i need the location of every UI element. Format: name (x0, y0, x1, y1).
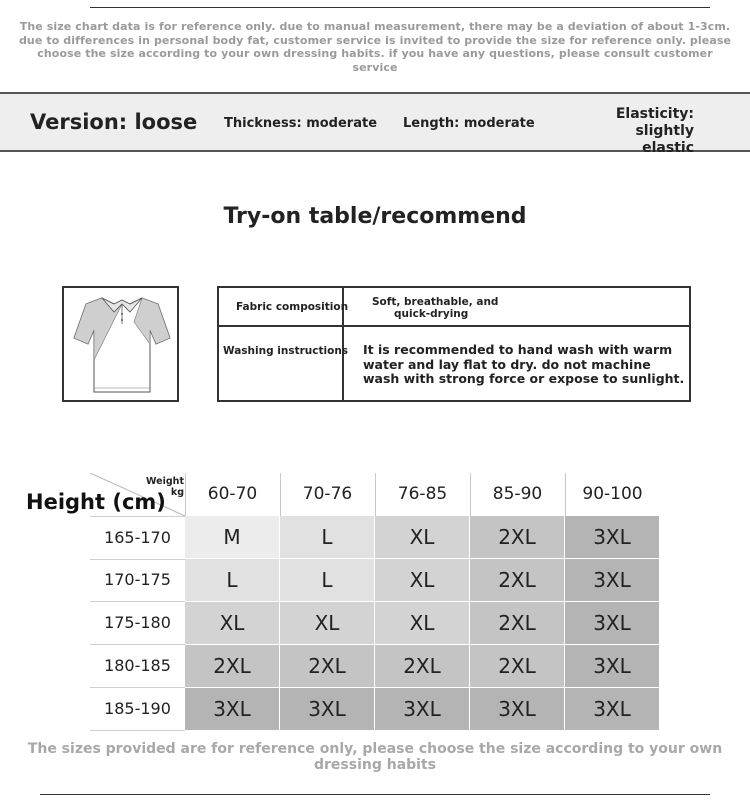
weight-column-header: 60-70 (207, 484, 258, 504)
fabric-value-line: Soft, breathable, and (372, 296, 499, 308)
washing-line: It is recommended to hand wash with warm (363, 342, 673, 357)
size-cell: 2XL (470, 559, 564, 601)
washing-instructions-value (363, 343, 684, 387)
fabric-value-line: quick-drying (394, 308, 469, 320)
size-cell: 3XL (280, 688, 374, 730)
washing-instructions-label: Washing instructions (223, 345, 349, 357)
size-cell: 3XL (565, 602, 659, 644)
weight-label: Weight (146, 476, 184, 487)
size-cell: 3XL (565, 688, 659, 730)
top-divider (90, 7, 710, 8)
bottom-divider (40, 794, 710, 795)
height-axis-label: Height (cm) (26, 490, 166, 514)
elasticity-value: slightly elastic (635, 123, 694, 156)
size-cell: 3XL (185, 688, 279, 730)
height-row-header: 165-170 (90, 516, 185, 560)
size-cell: XL (375, 516, 469, 558)
shirt-illustration-frame (62, 286, 179, 402)
size-cell: 2XL (280, 645, 374, 687)
size-cell: XL (185, 602, 279, 644)
version-label: Version: loose (30, 110, 198, 134)
height-row-header: 170-175 (90, 559, 185, 602)
weight-column-header: 70-76 (302, 484, 353, 504)
info-row-divider (219, 325, 689, 327)
size-cell: L (280, 516, 374, 558)
washing-line: water and lay flat to dry. do not machine (363, 356, 651, 372)
weight-column-header: 90-100 (582, 484, 643, 504)
size-cell: 3XL (565, 645, 659, 687)
page-title: Try-on table/recommend (223, 204, 527, 229)
size-cell: 2XL (470, 516, 564, 558)
elasticity-label (584, 106, 694, 157)
product-attributes-band (0, 92, 750, 156)
column-separator (375, 473, 376, 516)
fabric-composition-label: Fabric composition (236, 301, 349, 313)
weight-column-header: 76-85 (397, 484, 448, 504)
size-cell: L (185, 559, 279, 601)
size-cell: 3XL (565, 516, 659, 558)
size-cell: 2XL (470, 645, 564, 687)
product-info-table (217, 286, 691, 402)
washing-line: wash with strong force or expose to sunlight. (363, 371, 685, 386)
elasticity-title: Elasticity: (615, 106, 694, 122)
size-cell: XL (280, 602, 374, 644)
size-cell: 2XL (185, 645, 279, 687)
size-cell: 3XL (565, 559, 659, 601)
fabric-composition-value (372, 296, 498, 320)
thickness-label: Thickness: moderate (224, 116, 378, 131)
size-cell: L (280, 559, 374, 601)
column-separator (280, 473, 281, 516)
column-separator (185, 473, 186, 516)
weight-unit: kg (170, 487, 184, 498)
size-cell: 3XL (470, 688, 564, 730)
weight-column-header: 85-90 (492, 484, 543, 504)
polo-shirt-icon (64, 288, 177, 400)
size-cell: 3XL (375, 688, 469, 730)
column-separator (565, 473, 566, 516)
height-row-header: 185-190 (90, 688, 185, 731)
size-cell: M (185, 516, 279, 558)
size-cell: XL (375, 602, 469, 644)
height-row-header: 180-185 (90, 645, 185, 688)
bottom-disclaimer: The sizes provided are for reference only, please choose the size according to your own dressing habits (27, 741, 723, 773)
column-separator (470, 473, 471, 516)
size-disclaimer: The size chart data is for reference only. due to manual measurement, there may be a deviation of about 1-3cm. due to differences in personal body fat, customer service is invited to provide the size for reference only. please choose the size according to your own dressing habits. if you have any questions, please consult customer service (18, 20, 732, 74)
length-label: Length: moderate (403, 116, 535, 131)
size-cell: XL (375, 559, 469, 601)
size-cell: 2XL (375, 645, 469, 687)
size-cell: 2XL (470, 602, 564, 644)
height-row-header: 175-180 (90, 602, 185, 645)
